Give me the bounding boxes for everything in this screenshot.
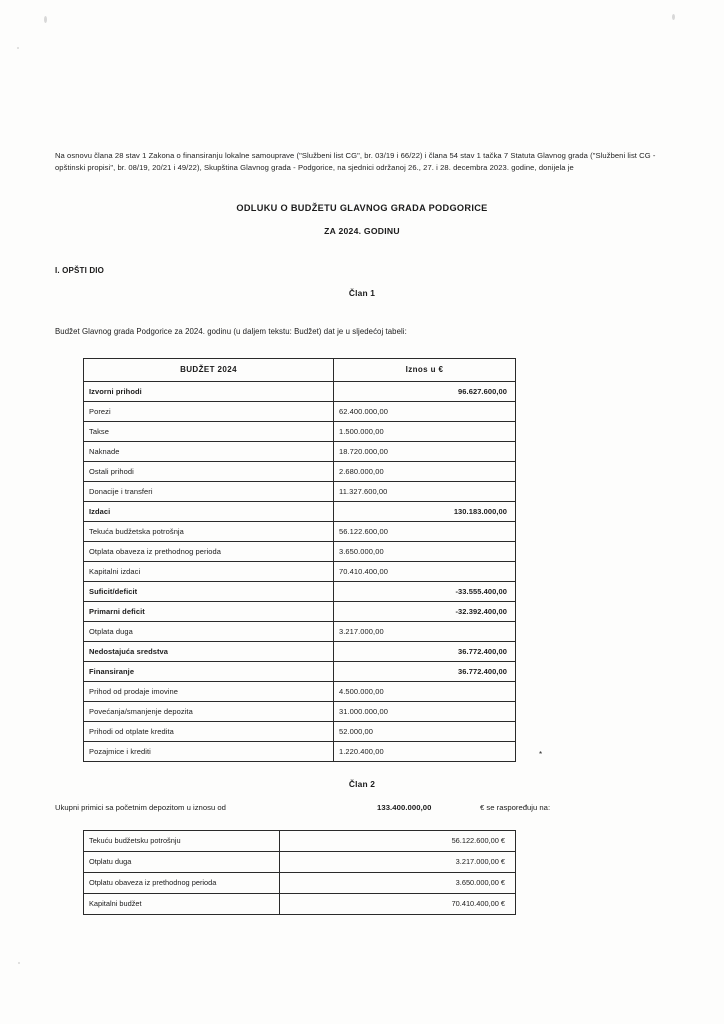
budget-row-value: 3.217.000,00: [334, 621, 516, 641]
budget-row-label: Povećanja/smanjenje depozita: [84, 701, 334, 721]
table-row: [84, 581, 516, 601]
table-row: [84, 381, 516, 401]
allocation-row-value: 3.650.000,00 €: [280, 872, 516, 893]
totals-label: Ukupni primici sa početnim depozitom u iznosu od: [55, 802, 226, 812]
budget-row-label: Prihod od prodaje imovine: [84, 681, 334, 701]
preamble-paragraph: Na osnovu člana 28 stav 1 Zakona o finansiranju lokalne samouprave ("Službeni list CG", br. 03/19 i 66/22) i člana 54 stav 1 tačka 7 Statuta Glavnog grada ("Službeni list CG -opštinski propisi", br. 08/19, 20/21 i 49/22), Skupština Glavnog grada - Podgorice, na sjednici održanoj 26., 27. i 28. decembra 2023. godine, donijela je: [55, 151, 656, 173]
table-row: [84, 501, 516, 521]
allocation-row-label: Otplatu obaveza iz prethodnog perioda: [84, 872, 280, 893]
table-row: [84, 741, 516, 761]
totals-tail: € se raspoređuju na:: [480, 802, 551, 812]
scan-speck: [672, 14, 675, 20]
budget-row-value: 62.400.000,00: [334, 401, 516, 421]
table-row: [84, 521, 516, 541]
section-heading: I. OPŠTI DIO: [55, 265, 105, 275]
title-block: [55, 203, 669, 236]
budget-row-value: 1.220.400,00: [334, 741, 516, 761]
table-row: [84, 851, 516, 872]
table-header-row: [84, 358, 516, 381]
column-header-category: BUDŽET 2024: [84, 358, 334, 381]
allocation-row-value: 3.217.000,00 €: [280, 851, 516, 872]
budget-row-value: 130.183.000,00: [334, 501, 516, 521]
budget-row-label: Izdaci: [84, 501, 334, 521]
table-row: [84, 661, 516, 681]
table-row: [84, 601, 516, 621]
document-content: [55, 150, 669, 915]
budget-row-label: Suficit/deficit: [84, 581, 334, 601]
scan-speck: [17, 47, 19, 49]
budget-row-label: Nedostajuća sredstva: [84, 641, 334, 661]
column-header-amount: Iznos u €: [334, 358, 516, 381]
table-row: [84, 421, 516, 441]
budget-row-label: Ostali prihodi: [84, 461, 334, 481]
article-1-lead: Budžet Glavnog grada Podgorice za 2024. godinu (u daljem tekstu: Budžet) dat je u sljedećoj tabeli:: [55, 326, 407, 336]
table-row: [84, 872, 516, 893]
budget-row-label: Kapitalni izdaci: [84, 561, 334, 581]
totals-amount: 133.400.000,00: [377, 802, 432, 812]
allocation-table: [83, 830, 516, 915]
totals-line: [55, 803, 669, 815]
budget-row-value: 36.772.400,00: [334, 661, 516, 681]
budget-row-value: 11.327.600,00: [334, 481, 516, 501]
budget-row-value: 4.500.000,00: [334, 681, 516, 701]
budget-row-label: Naknade: [84, 441, 334, 461]
budget-row-value: 96.627.600,00: [334, 381, 516, 401]
budget-row-value: 36.772.400,00: [334, 641, 516, 661]
article-2-heading: Član 2: [348, 778, 376, 789]
budget-row-label: Tekuća budžetska potrošnja: [84, 521, 334, 541]
document-subtitle: ZA 2024. GODINU: [324, 225, 400, 236]
budget-row-value: 70.410.400,00: [334, 561, 516, 581]
table-row: [84, 481, 516, 501]
scan-speck: [44, 16, 47, 23]
budget-row-value: 56.122.600,00: [334, 521, 516, 541]
budget-row-value: -33.555.400,00: [334, 581, 516, 601]
allocation-row-label: Kapitalni budžet: [84, 893, 280, 914]
budget-row-label: Otplata obaveza iz prethodnog perioda: [84, 541, 334, 561]
allocation-row-value: 70.410.400,00 €: [280, 893, 516, 914]
budget-row-value: 1.500.000,00: [334, 421, 516, 441]
allocation-row-label: Tekuću budžetsku potrošnju: [84, 830, 280, 851]
table-row: [84, 541, 516, 561]
table-row: [84, 561, 516, 581]
allocation-row-value: 56.122.600,00 €: [280, 830, 516, 851]
table-row: [84, 621, 516, 641]
table-row: [84, 721, 516, 741]
budget-row-value: 31.000.000,00: [334, 701, 516, 721]
budget-row-value: -32.392.400,00: [334, 601, 516, 621]
budget-row-label: Finansiranje: [84, 661, 334, 681]
budget-row-value: 52.000,00: [334, 721, 516, 741]
table-row: [84, 461, 516, 481]
table-row: [84, 830, 516, 851]
budget-row-label: Takse: [84, 421, 334, 441]
budget-row-value: 2.680.000,00: [334, 461, 516, 481]
table-row: [84, 401, 516, 421]
budget-row-label: Izvorni prihodi: [84, 381, 334, 401]
table-row: [84, 641, 516, 661]
table-row: [84, 681, 516, 701]
budget-row-label: Prihodi od otplate kredita: [84, 721, 334, 741]
article-1-heading: Član 1: [348, 287, 376, 298]
budget-row-label: Pozajmice i krediti: [84, 741, 334, 761]
budget-row-value: 3.650.000,00: [334, 541, 516, 561]
table-row: [84, 701, 516, 721]
scan-speck: [18, 962, 20, 964]
budget-row-label: Otplata duga: [84, 621, 334, 641]
budget-row-label: Primarni deficit: [84, 601, 334, 621]
budget-row-value: 18.720.000,00: [334, 441, 516, 461]
allocation-row-label: Otplatu duga: [84, 851, 280, 872]
budget-table: [83, 358, 516, 762]
document-title: ODLUKU O BUDŽETU GLAVNOG GRADA PODGORICE: [236, 202, 488, 213]
table-row: [84, 441, 516, 461]
asterisk-mark: *: [539, 749, 543, 759]
budget-row-label: Porezi: [84, 401, 334, 421]
table-row: [84, 893, 516, 914]
budget-row-label: Donacije i transferi: [84, 481, 334, 501]
